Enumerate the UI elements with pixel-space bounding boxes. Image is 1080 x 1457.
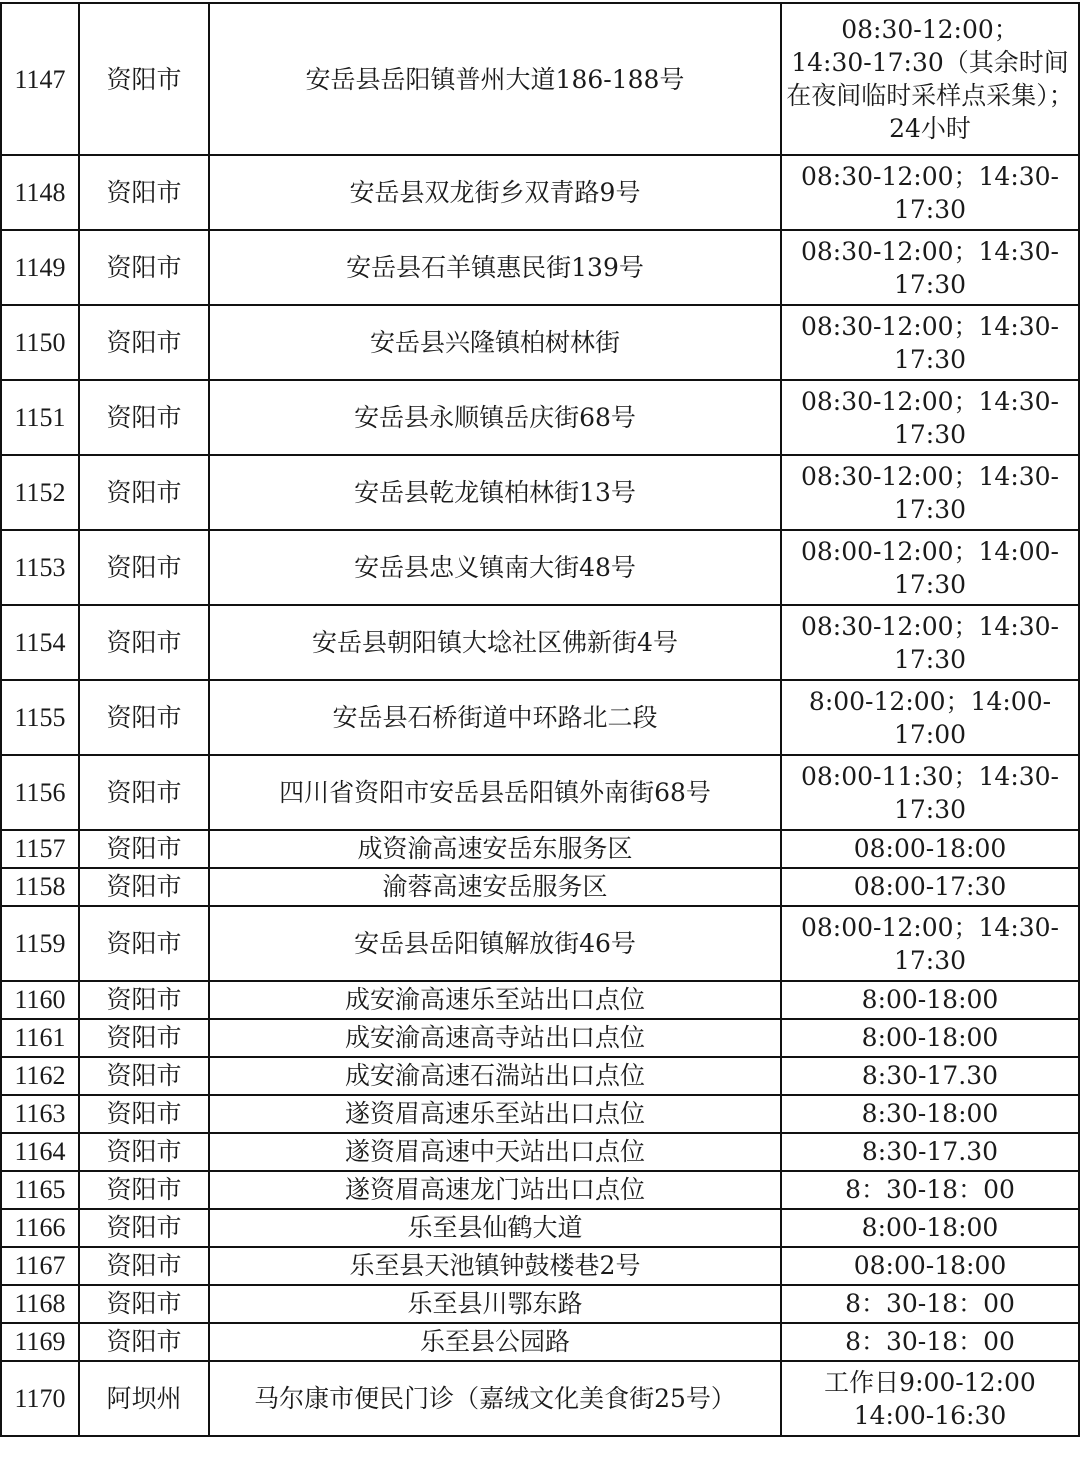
table-row bbox=[1, 530, 1079, 605]
cell-address: 四川省资阳市安岳县岳阳镇外南街68号 bbox=[209, 755, 781, 830]
table-row bbox=[1, 868, 1079, 906]
cell-id: 1160 bbox=[1, 981, 79, 1019]
cell-city: 资阳市 bbox=[79, 1057, 209, 1095]
cell-id: 1163 bbox=[1, 1095, 79, 1133]
cell-city: 资阳市 bbox=[79, 680, 209, 755]
cell-id: 1153 bbox=[1, 530, 79, 605]
cell-city: 资阳市 bbox=[79, 906, 209, 981]
table-row bbox=[1, 1171, 1079, 1209]
table-row bbox=[1, 1323, 1079, 1361]
cell-hours: 08:00-12:00；14:00- 17:30 bbox=[781, 530, 1079, 605]
cell-hours: 08:00-12:00；14:30- 17:30 bbox=[781, 906, 1079, 981]
cell-address: 安岳县石桥街道中环路北二段 bbox=[209, 680, 781, 755]
cell-hours: 08:30-12:00；14:30- 17:30 bbox=[781, 380, 1079, 455]
cell-address: 成资渝高速安岳东服务区 bbox=[209, 830, 781, 868]
cell-hours: 08:30-12:00；14:30- 17:30 bbox=[781, 455, 1079, 530]
cell-address: 安岳县双龙街乡双青路9号 bbox=[209, 155, 781, 230]
cell-city: 资阳市 bbox=[79, 755, 209, 830]
cell-address: 安岳县朝阳镇大埝社区佛新街4号 bbox=[209, 605, 781, 680]
cell-hours: 08:00-17:30 bbox=[781, 868, 1079, 906]
cell-id: 1148 bbox=[1, 155, 79, 230]
cell-city: 资阳市 bbox=[79, 530, 209, 605]
cell-city: 资阳市 bbox=[79, 455, 209, 530]
cell-id: 1147 bbox=[1, 3, 79, 155]
cell-id: 1150 bbox=[1, 305, 79, 380]
table-row bbox=[1, 1019, 1079, 1057]
cell-hours: 08:30-12:00；14:30- 17:30 bbox=[781, 605, 1079, 680]
cell-city: 资阳市 bbox=[79, 3, 209, 155]
cell-city: 资阳市 bbox=[79, 830, 209, 868]
cell-id: 1157 bbox=[1, 830, 79, 868]
cell-id: 1170 bbox=[1, 1361, 79, 1436]
cell-id: 1159 bbox=[1, 906, 79, 981]
cell-address: 安岳县岳阳镇解放街46号 bbox=[209, 906, 781, 981]
cell-address: 遂资眉高速中天站出口点位 bbox=[209, 1133, 781, 1171]
table-row bbox=[1, 1247, 1079, 1285]
table-row bbox=[1, 605, 1079, 680]
cell-id: 1152 bbox=[1, 455, 79, 530]
cell-hours: 08:30-12:00； 14:30-17:30（其余时间在夜间临时采样点采集）；24小时 bbox=[781, 3, 1079, 155]
cell-id: 1149 bbox=[1, 230, 79, 305]
cell-city: 资阳市 bbox=[79, 1323, 209, 1361]
cell-address: 安岳县乾龙镇柏林街13号 bbox=[209, 455, 781, 530]
table-row bbox=[1, 981, 1079, 1019]
cell-address: 乐至县仙鹤大道 bbox=[209, 1209, 781, 1247]
cell-address: 乐至县川鄂东路 bbox=[209, 1285, 781, 1323]
cell-address: 乐至县公园路 bbox=[209, 1323, 781, 1361]
table-row bbox=[1, 1209, 1079, 1247]
cell-hours: 8:00-18:00 bbox=[781, 1209, 1079, 1247]
table-row bbox=[1, 906, 1079, 981]
cell-address: 安岳县永顺镇岳庆街68号 bbox=[209, 380, 781, 455]
cell-address: 成安渝高速石湍站出口点位 bbox=[209, 1057, 781, 1095]
cell-id: 1154 bbox=[1, 605, 79, 680]
cell-address: 安岳县兴隆镇柏树林街 bbox=[209, 305, 781, 380]
table-row bbox=[1, 305, 1079, 380]
table-row bbox=[1, 380, 1079, 455]
cell-city: 资阳市 bbox=[79, 155, 209, 230]
cell-address: 成安渝高速高寺站出口点位 bbox=[209, 1019, 781, 1057]
cell-id: 1156 bbox=[1, 755, 79, 830]
cell-hours: 8:00-18:00 bbox=[781, 981, 1079, 1019]
cell-city: 资阳市 bbox=[79, 868, 209, 906]
cell-city: 资阳市 bbox=[79, 981, 209, 1019]
table-body bbox=[1, 3, 1079, 1436]
cell-address: 安岳县岳阳镇普州大道186-188号 bbox=[209, 3, 781, 155]
cell-id: 1161 bbox=[1, 1019, 79, 1057]
table-row bbox=[1, 755, 1079, 830]
cell-hours: 08:30-12:00；14:30- 17:30 bbox=[781, 155, 1079, 230]
cell-id: 1168 bbox=[1, 1285, 79, 1323]
cell-city: 资阳市 bbox=[79, 1285, 209, 1323]
table-row bbox=[1, 3, 1079, 155]
cell-address: 渝蓉高速安岳服务区 bbox=[209, 868, 781, 906]
cell-id: 1164 bbox=[1, 1133, 79, 1171]
cell-id: 1158 bbox=[1, 868, 79, 906]
table-row bbox=[1, 680, 1079, 755]
cell-hours: 8：30-18：00 bbox=[781, 1171, 1079, 1209]
cell-hours: 08:00-11:30；14:30- 17:30 bbox=[781, 755, 1079, 830]
cell-address: 安岳县石羊镇惠民街139号 bbox=[209, 230, 781, 305]
cell-hours: 08:30-12:00；14:30- 17:30 bbox=[781, 305, 1079, 380]
cell-city: 阿坝州 bbox=[79, 1361, 209, 1436]
table-row bbox=[1, 1285, 1079, 1323]
cell-city: 资阳市 bbox=[79, 1133, 209, 1171]
cell-hours: 8:00-12:00；14:00- 17:00 bbox=[781, 680, 1079, 755]
cell-hours: 8：30-18：00 bbox=[781, 1285, 1079, 1323]
cell-hours: 08:00-18:00 bbox=[781, 830, 1079, 868]
cell-id: 1167 bbox=[1, 1247, 79, 1285]
cell-address: 遂资眉高速龙门站出口点位 bbox=[209, 1171, 781, 1209]
cell-hours: 8:30-17.30 bbox=[781, 1133, 1079, 1171]
cell-city: 资阳市 bbox=[79, 605, 209, 680]
cell-hours: 8:30-17.30 bbox=[781, 1057, 1079, 1095]
table-row bbox=[1, 1095, 1079, 1133]
table-row bbox=[1, 1057, 1079, 1095]
cell-hours: 8:00-18:00 bbox=[781, 1019, 1079, 1057]
cell-city: 资阳市 bbox=[79, 1247, 209, 1285]
cell-city: 资阳市 bbox=[79, 1019, 209, 1057]
cell-address: 安岳县忠义镇南大街48号 bbox=[209, 530, 781, 605]
table-row bbox=[1, 155, 1079, 230]
cell-city: 资阳市 bbox=[79, 380, 209, 455]
cell-hours: 8：30-18：00 bbox=[781, 1323, 1079, 1361]
cell-id: 1169 bbox=[1, 1323, 79, 1361]
cell-city: 资阳市 bbox=[79, 230, 209, 305]
table-row bbox=[1, 230, 1079, 305]
table-row bbox=[1, 830, 1079, 868]
cell-city: 资阳市 bbox=[79, 1171, 209, 1209]
table-row bbox=[1, 455, 1079, 530]
cell-city: 资阳市 bbox=[79, 1095, 209, 1133]
cell-id: 1165 bbox=[1, 1171, 79, 1209]
cell-city: 资阳市 bbox=[79, 1209, 209, 1247]
cell-hours: 08:00-18:00 bbox=[781, 1247, 1079, 1285]
cell-address: 马尔康市便民门诊（嘉绒文化美食街25号） bbox=[209, 1361, 781, 1436]
cell-address: 遂资眉高速乐至站出口点位 bbox=[209, 1095, 781, 1133]
cell-address: 成安渝高速乐至站出口点位 bbox=[209, 981, 781, 1019]
cell-id: 1162 bbox=[1, 1057, 79, 1095]
cell-id: 1155 bbox=[1, 680, 79, 755]
cell-id: 1166 bbox=[1, 1209, 79, 1247]
cell-address: 乐至县天池镇钟鼓楼巷2号 bbox=[209, 1247, 781, 1285]
table-row bbox=[1, 1133, 1079, 1171]
cell-hours: 8:30-18:00 bbox=[781, 1095, 1079, 1133]
cell-hours: 工作日9:00-12:00 14:00-16:30 bbox=[781, 1361, 1079, 1436]
sampling-sites-table bbox=[0, 2, 1080, 1437]
cell-id: 1151 bbox=[1, 380, 79, 455]
cell-city: 资阳市 bbox=[79, 305, 209, 380]
cell-hours: 08:30-12:00；14:30- 17:30 bbox=[781, 230, 1079, 305]
table-row bbox=[1, 1361, 1079, 1436]
